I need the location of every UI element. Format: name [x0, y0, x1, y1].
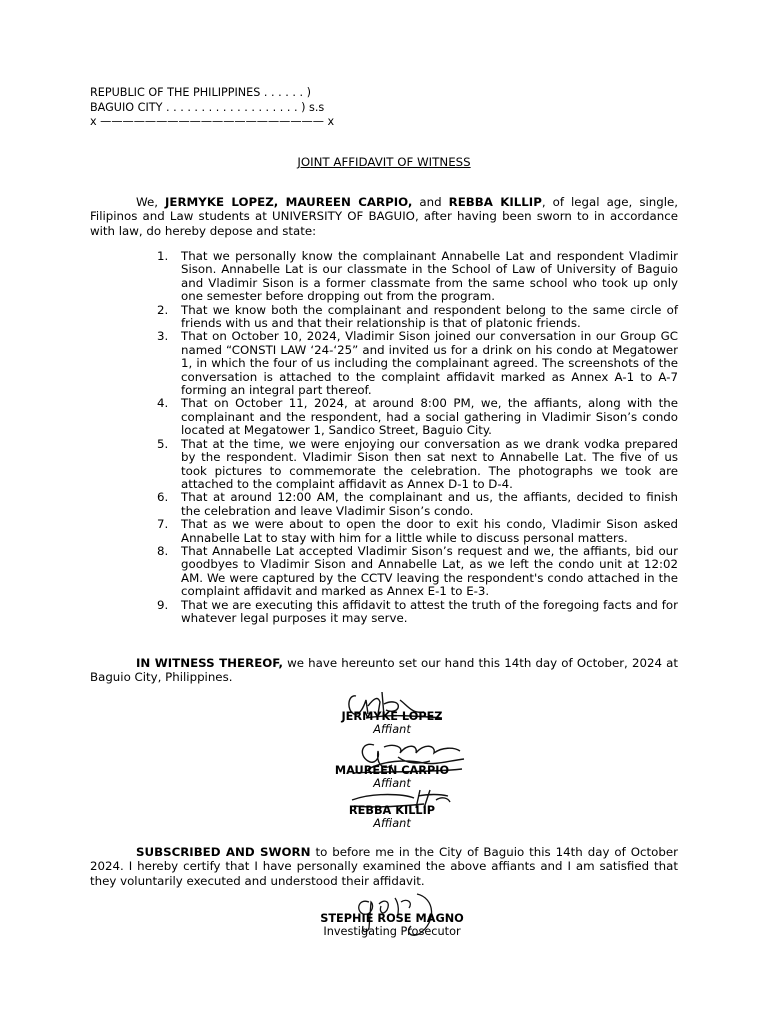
item-number: 7.	[157, 517, 169, 532]
statement-item	[157, 250, 678, 304]
witness-rest: we have hereunto set our hand this 14th day of October, 2024 at Baguio City, Philippines.	[90, 656, 678, 685]
document-caption	[90, 86, 334, 130]
prosecutor-name: STEPHIE ROSE MAGNO	[320, 912, 464, 925]
witness-lead: IN WITNESS THEREOF,	[136, 656, 283, 670]
item-text: That we know both the complainant and respondent belong to the same circle of friends with us and that their relationship is that of platonic friends.	[181, 302, 678, 331]
affiant-block-3	[242, 804, 542, 830]
affiant-name: MAUREEN CARPIO	[334, 764, 450, 777]
caption-city: BAGUIO CITY . . . . . . . . . . . . . . . . . . . ) s.s	[90, 100, 325, 114]
item-number: 3.	[157, 329, 169, 344]
item-text: That on October 10, 2024, Vladimir Sison joined our conversation in our Group GC named “CONSTI LAW ‘24-‘25” and invited us for a drink on his condo at Megatower 1, in which the four of us including the complainant agreed. The screenshots of the conversation is attached to the complaint affidavit marked as Annex A-1 to A-7 forming an integral part thereof.	[181, 329, 678, 398]
affiant-role: Affiant	[373, 817, 411, 830]
statement-item	[157, 304, 678, 331]
statement-item	[157, 518, 678, 545]
item-number: 6.	[157, 490, 169, 505]
intro-we: We,	[136, 195, 166, 209]
item-text: That at the time, we were enjoying our conversation as we drank vodka prepared by the respondent. Vladimir Sison then sat next to Annabelle Lat. The five of us took pictures to commemorate the celebration. The photographs we took are attached to the complaint affidavit as Annex D-1 to D-4.	[181, 436, 678, 491]
affiant-role: Affiant	[373, 777, 411, 790]
item-number: 9.	[157, 597, 169, 612]
item-number: 8.	[157, 543, 169, 558]
statement-item	[157, 438, 678, 492]
intro-and: and	[412, 195, 449, 209]
item-text: That at around 12:00 AM, the complainant and us, the affiants, decided to finish the celebration and leave Vladimir Sison’s condo.	[181, 490, 678, 518]
caption-rule: x ———————————————————— x	[90, 115, 335, 128]
intro-paragraph	[90, 195, 678, 238]
affiant-name: REBBA KILLIP	[348, 804, 436, 817]
affiant-block-1	[242, 710, 542, 736]
intro-rest: , of legal age, single, Filipinos and Law students at UNIVERSITY OF BAGUIO, after having been sworn to in accordance with law, do hereby depose and state:	[90, 195, 678, 238]
jurat-paragraph	[90, 845, 678, 888]
statement-item	[157, 330, 678, 397]
item-text: That on October 11, 2024, at around 8:00 PM, we, the affiants, along with the complainant and the respondent, had a social gathering in Vladimir Sison’s condo located at Megatower 1, Sandico Street, Baguio City.	[181, 396, 678, 438]
prosecutor-role: Investigating Prosecutor	[323, 925, 461, 938]
item-text: That we personally know the complainant Annabelle Lat and respondent Vladimir Sison. Annabelle Lat is our classmate in the School of Law of University of Baguio and Vladimir Sison is a former classmate from the same school who took up only one semester before dropping out from the program.	[181, 249, 678, 304]
item-number: 2.	[157, 302, 169, 317]
item-number: 4.	[157, 396, 169, 411]
item-text: That Annabelle Lat accepted Vladimir Sison’s request and we, the affiants, bid our goodbyes to Vladimir Sison and Annabelle Lat, as we left the condo unit at 12:02 AM. We were captured by the CCTV leaving the respondent's condo attached in the complaint affidavit and marked as Annex E-1 to E-3.	[181, 543, 678, 599]
jurat-rest: to before me in the City of Baguio this 14th day of October 2024. I hereby certify that I have personally examined the above affiants and I am satisfied that they voluntarily executed and understood their affidavit.	[90, 845, 678, 888]
intro-name3: REBBA KILLIP	[448, 195, 542, 209]
item-text: That we are executing this affidavit to attest the truth of the foregoing facts and for whatever legal purposes it may serve.	[181, 597, 678, 625]
statement-item	[157, 491, 678, 518]
prosecutor-block	[242, 912, 542, 938]
statement-item	[157, 397, 678, 437]
intro-names: JERMYKE LOPEZ, MAUREEN CARPIO,	[165, 195, 413, 209]
caption-republic: REPUBLIC OF THE PHILIPPINES . . . . . . )	[90, 86, 311, 99]
statement-list	[157, 250, 678, 625]
item-text: That as we were about to open the door to exit his condo, Vladimir Sison asked Annabelle Lat to stay with him for a little while to discuss personal matters.	[181, 517, 678, 545]
witness-paragraph	[90, 656, 678, 685]
item-number: 1.	[157, 249, 169, 263]
document-title: JOINT AFFIDAVIT OF WITNESS	[297, 155, 471, 169]
statement-item	[157, 599, 678, 626]
affiant-name: JERMYKE LOPEZ	[341, 710, 443, 723]
jurat-lead: SUBSCRIBED AND SWORN	[136, 845, 311, 859]
statement-item	[157, 545, 678, 599]
item-number: 5.	[157, 436, 169, 451]
affiant-role: Affiant	[373, 723, 411, 736]
